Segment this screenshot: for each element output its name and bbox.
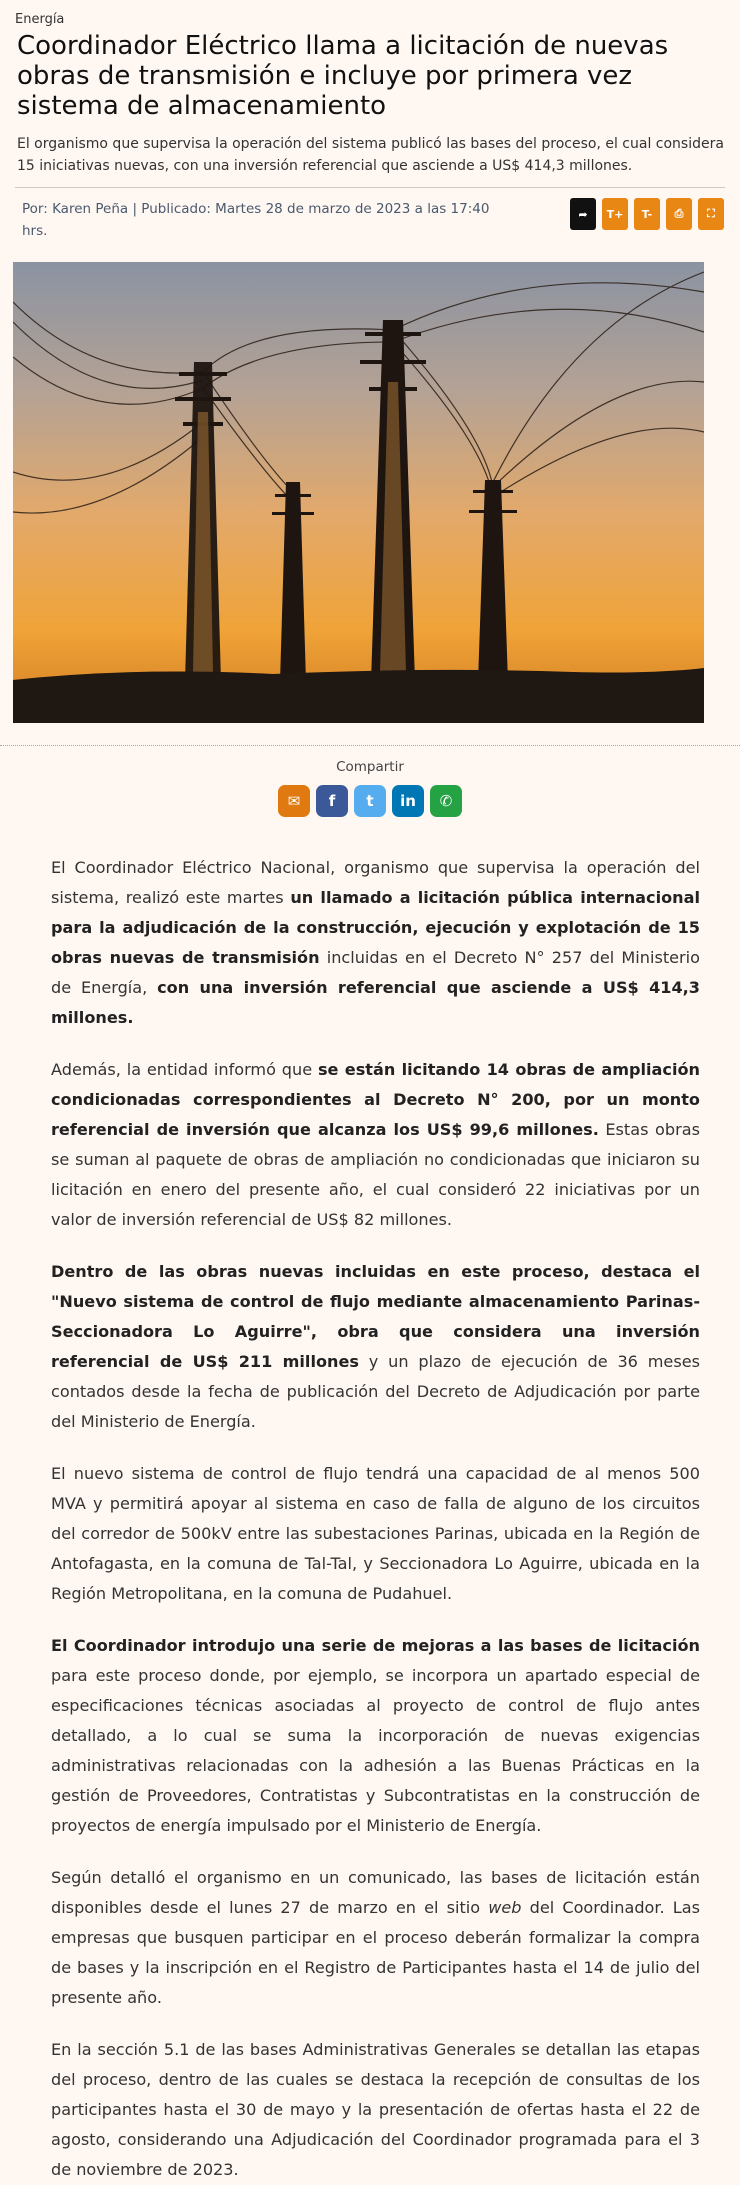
paragraph-4: El nuevo sistema de control de flujo tendrá una capacidad de al menos 500 MVA y permitirá apoyar al sistema en caso de falla de alguno de los circuitos del corredor de 500kV entre las subestaciones Parinas, ubicada en la Región de Antofagasta, en la comuna de Tal-Tal, y Seccionadora Lo Aguirre, ubicada en la Región Metropolitana, en la comuna de Pudahuel. [51, 1464, 700, 1603]
byline: Por: Karen Peña | Publicado: Martes 28 de marzo de 2023 a las 17:40 hrs. [22, 201, 490, 239]
paragraph-2: Además, la entidad informó que se están licitando 14 obras de ampliación condicionadas correspondientes al Decreto N° 200, por un monto referencial de inversión que alcanza los US$ 99,6 millones. Estas obras se suman al paquete de obras de ampliación no condicionadas que iniciaron su licitación en enero del presente año, el cual consideró 22 iniciativas por un valor de inversión referencial de US$ 82 millones. [51, 1060, 700, 1229]
paragraph-6: Según detalló el organismo en un comunicado, las bases de licitación están disponibles desde el lunes 27 de marzo en el sitio web del Coordinador. Las empresas que busquen participar en el proceso deberán formalizar la compra de bases y la inscripción en el Registro de Participantes hasta el 14 de julio del presente año. [51, 1868, 700, 2007]
article-tools [570, 198, 725, 230]
fullscreen-icon[interactable]: ⛶ [698, 198, 724, 230]
article-image [13, 262, 704, 723]
print-icon[interactable]: ⎙ [666, 198, 692, 230]
meta-row [15, 188, 725, 248]
share-label: Compartir [336, 759, 404, 775]
image-divider [0, 745, 740, 746]
whatsapp-icon[interactable]: ✆ [430, 785, 462, 817]
share-arrow-icon[interactable]: ➦ [570, 198, 596, 230]
power-towers-sunset-image [13, 262, 704, 723]
article-body [0, 817, 740, 2185]
email-icon[interactable]: ✉ [278, 785, 310, 817]
twitter-icon[interactable]: t [354, 785, 386, 817]
section-label[interactable]: Energía [15, 12, 65, 27]
share-buttons [0, 785, 740, 817]
article-subtitle: El organismo que supervisa la operación del sistema publicó las bases del proceso, el cual considera 15 iniciativas nuevas, con una inversión referencial que asciende a US$ 414,3 millones. [17, 136, 724, 174]
text-smaller-button[interactable]: T- [634, 198, 660, 230]
text-bigger-button[interactable]: T+ [602, 198, 628, 230]
facebook-icon[interactable]: f [316, 785, 348, 817]
paragraph-3: Dentro de las obras nuevas incluidas en este proceso, destaca el "Nuevo sistema de control de flujo mediante almacenamiento Parinas-Seccionadora Lo Aguirre", obra que considera una inversión referencial de US$ 211 millones y un plazo de ejecución de 36 meses contados desde la fecha de publicación del Decreto de Adjudicación por parte del Ministerio de Energía. [51, 1262, 700, 1431]
linkedin-icon[interactable]: in [392, 785, 424, 817]
article-title: Coordinador Eléctrico llama a licitación de nuevas obras de transmisión e incluye por primera vez sistema de almacenamiento [17, 31, 669, 121]
paragraph-1: El Coordinador Eléctrico Nacional, organismo que supervisa la operación del sistema, realizó este martes un llamado a licitación pública internacional para la adjudicación de la construcción, ejecución y explotación de 15 obras nuevas de transmisión incluidas en el Decreto N° 257 del Ministerio de Energía, con una inversión referencial que asciende a US$ 414,3 millones. [51, 858, 700, 1027]
paragraph-7: En la sección 5.1 de las bases Administrativas Generales se detallan las etapas del proceso, dentro de las cuales se destaca la recepción de consultas de los participantes hasta el 30 de mayo y la presentación de ofertas hasta el 22 de agosto, considerando una Adjudicación del Coordinador programada para el 3 de noviembre de 2023. [51, 2040, 700, 2179]
paragraph-5: El Coordinador introdujo una serie de mejoras a las bases de licitación para este proceso donde, por ejemplo, se incorpora un apartado especial de especificaciones técnicas asociadas al proyecto de control de flujo antes detallado, a lo cual se suma la incorporación de nuevas exigencias administrativas relacionadas con la adhesión a las Buenas Prácticas en la gestión de Proveedores, Contratistas y Subcontratistas en la construcción de proyectos de energía impulsado por el Ministerio de Energía. [51, 1636, 700, 1835]
article-header [0, 0, 740, 248]
